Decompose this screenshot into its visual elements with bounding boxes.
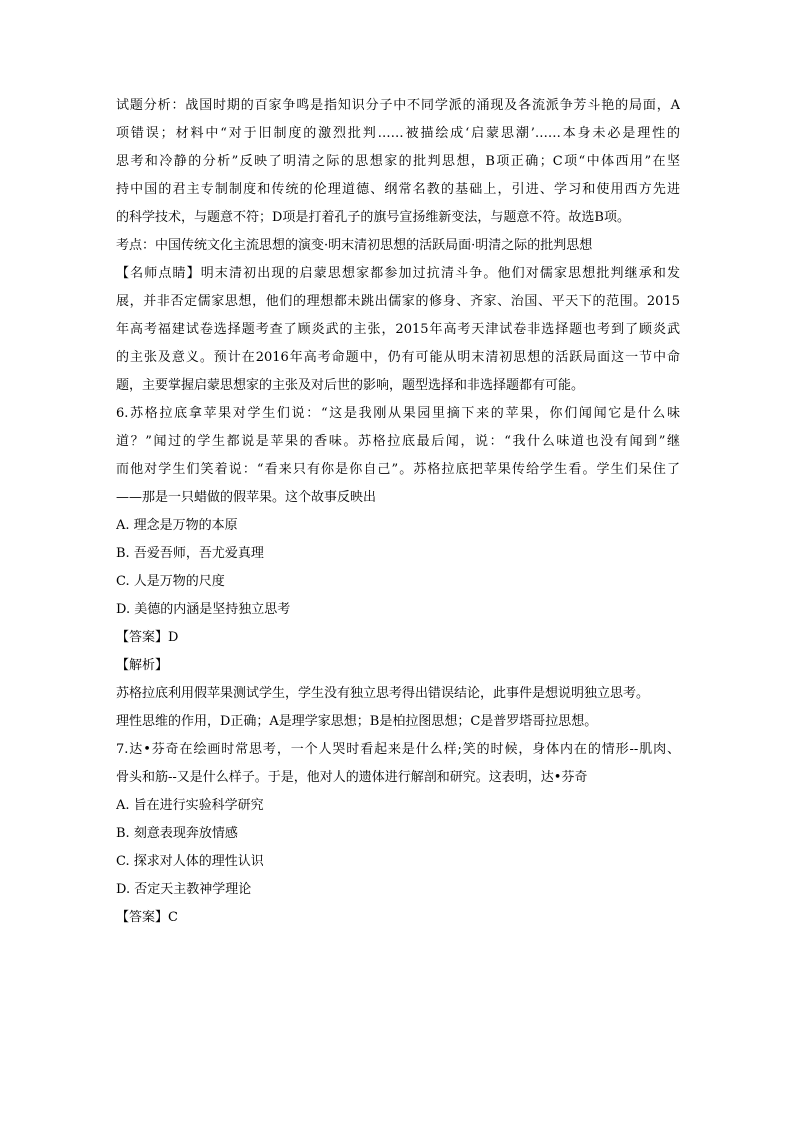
analysis-line: 理性思维的作用，D正确；A是理学家思想；B是柏拉图思想；C是普罗塔哥拉思想。: [116, 714, 598, 729]
analysis-paragraph: [116, 92, 680, 232]
answer-label: 【答案】C: [116, 910, 178, 925]
text-line: 项错误；材料中“对于旧制度的激烈批判……被描绘成‘启蒙思潮’……本身未必是理性的: [116, 126, 680, 141]
option-c: C. 探求对人体的理性认识: [116, 854, 264, 869]
question-stem-line: 骨头和筋--又是什么样子。于是，他对人的遗体进行解剖和研究。这表明，达•芬奇: [116, 770, 588, 785]
option-c: C. 人是万物的尺度: [116, 574, 225, 589]
option-b: B. 吾爱吾师，吾尤爱真理: [116, 546, 264, 561]
document-content: [116, 92, 680, 932]
question-stem-line: 7.达•芬奇在绘画时常思考，一个人哭时看起来是什么样;笑的时候，身体内在的情形--肌肉、: [116, 742, 680, 757]
text-line: 【名师点睛】明末清初出现的启蒙思想家都参加过抗清斗争。他们对儒家思想批判继承和发: [116, 266, 680, 281]
text-line: 年高考福建试卷选择题考查了顾炎武的主张，2015年高考天津试卷非选择题也考到了顾炎武: [116, 322, 680, 337]
option-d: D. 美德的内涵是坚持独立思考: [116, 602, 291, 617]
text-line: 题，主要掌握启蒙思想家的主张及对后世的影响，题型选择和非选择题都有可能。: [116, 378, 585, 393]
text-line: 的科学技术，与题意不符；D项是打着孔子的旗号宣扬维新变法，与题意不符。故选B项。: [116, 210, 630, 225]
text-line: 的主张及意义。预计在2016年高考命题中，仍有可能从明末清初思想的活跃局面这一节中命: [116, 350, 680, 365]
analysis-label: 【解析】: [116, 658, 169, 673]
text-line: 思考和冷静的分析”反映了明清之际的思想家的批判思想，B项正确；C项“中体西用”在坚: [116, 154, 680, 169]
answer-label: 【答案】D: [116, 630, 179, 645]
question-6: [116, 400, 680, 736]
question-stem-line: ——那是一只蜡做的假苹果。这个故事反映出: [116, 490, 377, 505]
question-stem-line: 6.苏格拉底拿苹果对学生们说：“这是我刚从果园里摘下来的苹果，你们闻闻它是什么味: [116, 406, 680, 421]
option-a: A. 理念是万物的本原: [116, 518, 238, 533]
question-stem-line: 而他对学生们笑着说：“看来只有你是你自己”。苏格拉底把苹果传给学生看。学生们呆住了: [116, 462, 680, 477]
analysis-line: 苏格拉底利用假苹果测试学生，学生没有独立思考得出错误结论，此事件是想说明独立思考。: [116, 686, 650, 701]
question-stem-line: 道？”闻过的学生都说是苹果的香味。苏格拉底最后闻，说：“我什么味道也没有闻到”继: [116, 434, 680, 449]
text-line: 持中国的君主专制制度和传统的伦理道德、纲常名教的基础上，引进、学习和使用西方先进: [116, 182, 680, 197]
question-7: [116, 736, 680, 932]
option-d: D. 否定天主教神学理论: [116, 882, 252, 897]
text-line: 展，并非否定儒家思想，他们的理想都未跳出儒家的修身、齐家、治国、平天下的范围。2015: [116, 294, 680, 309]
option-b: B. 刻意表现奔放情感: [116, 826, 238, 841]
option-a: A. 旨在进行实验科学研究: [116, 798, 264, 813]
mingshi-paragraph: [116, 260, 680, 400]
kaodian-line: 考点：中国传统文化主流思想的演变·明末清初思想的活跃局面·明清之际的批判思想: [116, 238, 593, 253]
text-line: 试题分析：战国时期的百家争鸣是指知识分子中不同学派的涌现及各流派争芳斗艳的局面，A: [116, 98, 680, 113]
